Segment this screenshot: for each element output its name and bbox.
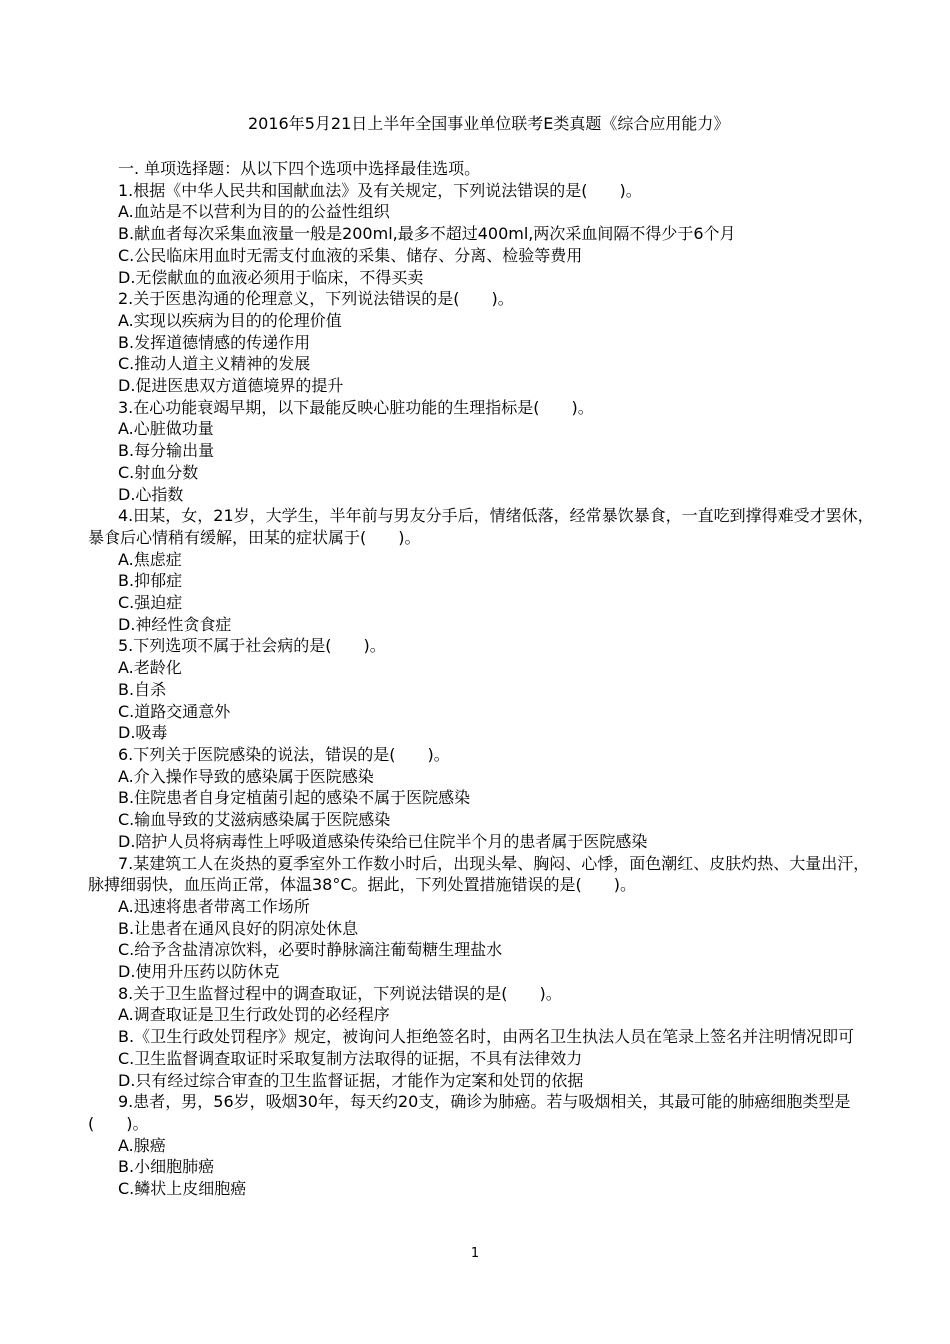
option: A.实现以疾病为目的的伦理价值 xyxy=(118,310,342,330)
question-stem: 7.某建筑工人在炎热的夏季室外工作数小时后，出现头晕、胸闷、心悸，面色潮红、皮肤灼热、大量出汗，脉搏细弱快，血压尚正常，体温38°C。据此，下列处置措施错误的是( )。 xyxy=(88,853,870,895)
question-list xyxy=(88,158,878,1200)
option: C.给予含盐清凉饮料，必要时静脉滴注葡萄糖生理盐水 xyxy=(118,940,503,960)
option: A.心脏做功量 xyxy=(118,419,214,439)
question-stem: 5.下列选项不属于社会病的是( )。 xyxy=(118,636,386,656)
option: C.推动人道主义精神的发展 xyxy=(118,354,311,374)
option: D.陪护人员将病毒性上呼吸道感染传染给已住院半个月的患者属于医院感染 xyxy=(118,831,648,851)
option: A.介入操作导致的感染属于医院感染 xyxy=(118,766,374,786)
section-heading: 一. 单项选择题：从以下四个选项中选择最佳选项。 xyxy=(118,159,481,178)
option: B.小细胞肺癌 xyxy=(118,1157,215,1177)
option: C.鳞状上皮细胞癌 xyxy=(118,1179,247,1199)
option: B.《卫生行政处罚程序》规定，被询问人拒绝签名时，由两名卫生执法人员在笔录上签名并注明情况即可 xyxy=(118,1027,855,1047)
option: B.发挥道德情感的传递作用 xyxy=(118,332,311,352)
option: A.调查取证是卫生行政处罚的必经程序 xyxy=(118,1005,390,1025)
option: A.迅速将患者带离工作场所 xyxy=(118,896,310,916)
option: D.吸毒 xyxy=(118,723,168,743)
option: A.焦虑症 xyxy=(118,549,182,569)
question-stem: 2.关于医患沟通的伦理意义，下列说法错误的是( )。 xyxy=(118,289,514,309)
option: D.心指数 xyxy=(118,484,184,504)
option: A.腺癌 xyxy=(118,1135,166,1155)
option: C.输血导致的艾滋病感染属于医院感染 xyxy=(118,810,391,830)
document-title: 2016年5月21日上半年全国事业单位联考E类真题《综合应用能力》 xyxy=(248,114,730,133)
question-stem: 1.根据《中华人民共和国献血法》及有关规定，下列说法错误的是( )。 xyxy=(118,180,642,200)
option: D.只有经过综合审查的卫生监督证据，才能作为定案和处罚的依据 xyxy=(118,1070,584,1090)
option: B.每分输出量 xyxy=(118,441,215,461)
option: D.使用升压药以防休克 xyxy=(118,962,280,982)
option: C.卫生监督调查取证时采取复制方法取得的证据，不具有法律效力 xyxy=(118,1048,583,1068)
question-stem: 3.在心功能衰竭早期，以下最能反映心脏功能的生理指标是( )。 xyxy=(118,397,594,417)
page-number: 1 xyxy=(470,1246,480,1261)
option: B.自杀 xyxy=(118,679,167,699)
question-stem: 4.田某，女，21岁，大学生，半年前与男友分手后，情绪低落，经常暴饮暴食，一直吃到撑得难受才罢休，暴食后心情稍有缓解，田某的症状属于( )。 xyxy=(88,506,874,547)
option: D.促进医患双方道德境界的提升 xyxy=(118,376,344,396)
option: D.神经性贪食症 xyxy=(118,614,232,634)
question-stem: 8.关于卫生监督过程中的调查取证，下列说法错误的是( )。 xyxy=(118,983,562,1003)
option: C.公民临床用血时无需支付血液的采集、储存、分离、检验等费用 xyxy=(118,245,583,265)
option: C.道路交通意外 xyxy=(118,701,231,721)
option: C.强迫症 xyxy=(118,593,183,613)
option: D.无偿献血的血液必须用于临床，不得买卖 xyxy=(118,267,424,287)
option: A.老龄化 xyxy=(118,658,182,678)
question-stem: 6.下列关于医院感染的说法，错误的是( )。 xyxy=(118,744,450,764)
option: B.让患者在通风良好的阴凉处休息 xyxy=(118,918,359,938)
option: A.血站是不以营利为目的的公益性组织 xyxy=(118,202,390,222)
option: B.住院患者自身定植菌引起的感染不属于医院感染 xyxy=(118,788,471,808)
question-stem: 9.患者，男，56岁，吸烟30年，每天约20支，确诊为肺癌。若与吸烟相关，其最可能的肺癌细胞类型是( )。 xyxy=(88,1092,851,1133)
option: B.抑郁症 xyxy=(118,571,183,591)
option: B.献血者每次采集血液量一般是200ml,最多不超过400ml,两次采血间隔不得少于6个月 xyxy=(118,224,736,244)
option: C.射血分数 xyxy=(118,462,199,482)
